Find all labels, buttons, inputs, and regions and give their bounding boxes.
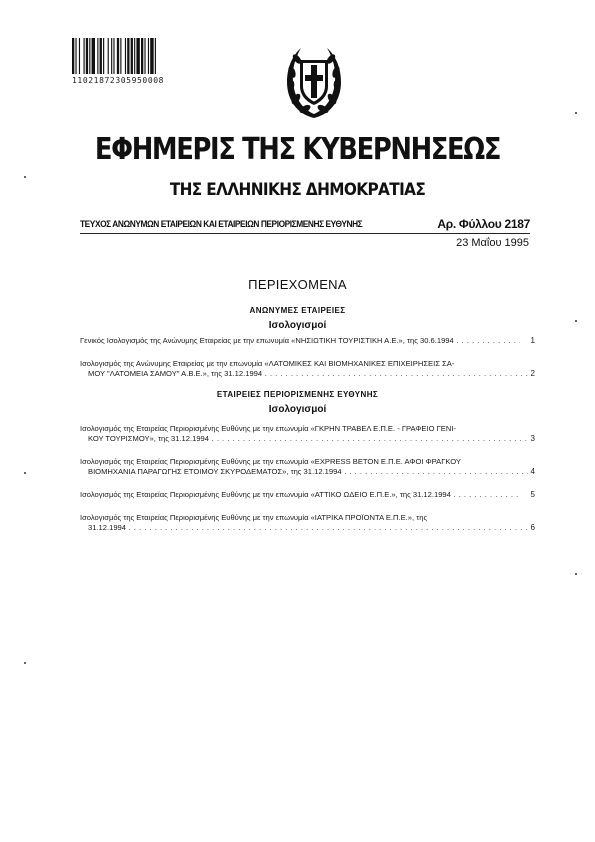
entry-page-number: 3 [530,434,535,443]
sheet-number: Αρ. Φύλλου 2187 [437,217,530,231]
greek-coat-of-arms-icon [283,42,345,120]
barcode-bar [86,38,88,74]
scan-speck [24,662,26,664]
issue-header [80,219,530,233]
entry-text: Ισολογισμός της Εταιρείας Περιορισμένης Ευθύνης με την επωνυμία «ΑΤΤΙΚΟ ΩΔΕΙΟ Ε.Π.Ε.», της 31.12.1994 . . . [80,490,520,500]
barcode-bar [84,38,85,74]
entry-page-number: 1 [530,336,535,345]
gazette-subtitle: ΤΗΣ ΕΛΛΗΝΙΚΗΣ ΔΗΜΟΚΡΑΤΙΑΣ [169,180,426,200]
barcode-bar [111,38,112,74]
scan-speck [24,176,26,178]
entry-text: Γενικός Ισολογισμός της Ανώνυμης Εταιρείας με την επωνυμία «ΝΗΣΙΩΤΙΚΗ ΤΟΥΡΙΣΤΙΚΗ Α.Ε.», της 30.6.1994 . . . [80,336,520,346]
barcode-bar [79,38,80,74]
barcode-bar [127,38,129,74]
barcode-number: 11021872305950008 [72,76,165,85]
entry-text-continued: ΚΟΥ ΤΟΥΡΙΣΜΟΥ», της 31.12.1994 . . . [80,434,528,444]
barcode-bar [108,38,109,74]
section-subtitle-ae: Ισολογισμοί [268,320,327,331]
issue-type: ΤΕΥΧΟΣ ΑΝΩΝΥΜΩΝ ΕΤΑΙΡΕΙΩΝ ΚΑΙ ΕΤΑΙΡΕΙΩΝ ΠΕΡΙΟΡΙΣΜΕΝΗΣ ΕΥΘΥΝΗΣ [80,219,363,230]
barcode-bar [100,38,102,74]
barcode-bar [150,38,153,74]
entry-page-number: 4 [530,467,535,476]
entry-text-continued: 31.12.1994 . . . [80,523,528,533]
barcode-bar [117,38,119,74]
barcode-bar [113,38,114,74]
contents-entry [80,457,535,477]
barcode-bar [134,38,135,74]
entry-page-number: 2 [530,369,535,378]
barcode-bar [72,38,74,74]
entry-page-number: 6 [530,523,535,532]
barcode-bar [120,38,121,74]
barcode-bar [103,38,104,74]
section-subtitle-epe: Ισολογισμοί [268,404,327,415]
issue-date: 23 Μαΐου 1995 [456,237,529,249]
entry-text: Ισολογισμός της Εταιρείας Περιορισμένης Ευθύνης με την επωνυμία «ΙΑΤΡΙΚΑ ΠΡΟΪΟΝΤΑ Ε.Π.Ε.», της [80,513,428,522]
entry-text: Ισολογισμός της Ανώνυμης Εταιρείας με την επωνυμία «ΛΑΤΟΜΙΚΕΣ ΚΑΙ ΒΙΟΜΗΧΑΝΙΚΕΣ ΕΠΙΧΕΙΡΗΣΕΙΣ ΣΑ- [80,359,455,368]
barcode-bar [155,38,156,74]
entry-text: Ισολογισμός της Εταιρείας Περιορισμένης Ευθύνης με την επωνυμία «ΓΚΡΗΝ ΤΡΑΒΕΛ Ε.Π.Ε. - ΓΡΑΦΕΙΟ ΓΕΝΙ- [80,424,456,433]
contents-entry [80,424,535,444]
barcode-bar [144,38,145,74]
scan-speck [575,320,577,322]
contents-heading: ΠΕΡΙΕΧΟΜΕΝΑ [248,277,347,292]
barcode-bar [141,38,143,74]
barcode-bar [136,38,139,74]
contents-entry [80,336,535,346]
scan-speck [24,472,26,474]
barcode-bar [125,38,126,74]
scan-speck [575,112,577,114]
barcode-bar [92,38,95,74]
entry-text: Ισολογισμός της Εταιρείας Περιορισμένης Ευθύνης με την επωνυμία «EXPRESS ΒΕΤΟΝ Ε.Π.Ε. ΑΦΟΙ ΦΡΑΓΚΟΥ [80,457,461,466]
entry-page-number: 5 [530,490,535,499]
contents-entry [80,490,535,500]
contents-entry [80,359,535,379]
barcode-bar [89,38,90,74]
barcode-bars [72,38,204,74]
header-rule [80,233,530,234]
barcode-bar [148,38,149,74]
entry-text-continued: ΜΟΥ "ΛΑΤΟΜΕΙΑ ΣΑΜΟΥ" Α.Β.Ε.», της 31.12.1994 . . . [80,369,528,379]
gazette-title: ΕΦΗΜΕΡΙΣ ΤΗΣ ΚΥΒΕΡΝΗΣΕΩΣ [94,132,501,167]
section-title-ae: ΑΝΩΝΥΜΕΣ ΕΤΑΙΡΕΙΕΣ [249,306,346,315]
section-title-epe: ΕΤΑΙΡΕΙΕΣ ΠΕΡΙΟΡΙΣΜΕΝΗΣ ΕΥΘΥΝΗΣ [216,390,379,399]
barcode-bar [75,38,76,74]
contents-entry [80,513,535,533]
entry-text-continued: ΒΙΟΜΗΧΑΝΙΑ ΠΑΡΑΓΩΓΗΣ ΕΤΟΙΜΟΥ ΣΚΥΡΟΔΕΜΑΤΟΣ», της 31.12.1994 . . . [80,467,528,477]
barcode [72,38,212,85]
barcode-bar [131,38,133,74]
scan-speck [575,573,577,575]
barcode-bar [97,38,98,74]
